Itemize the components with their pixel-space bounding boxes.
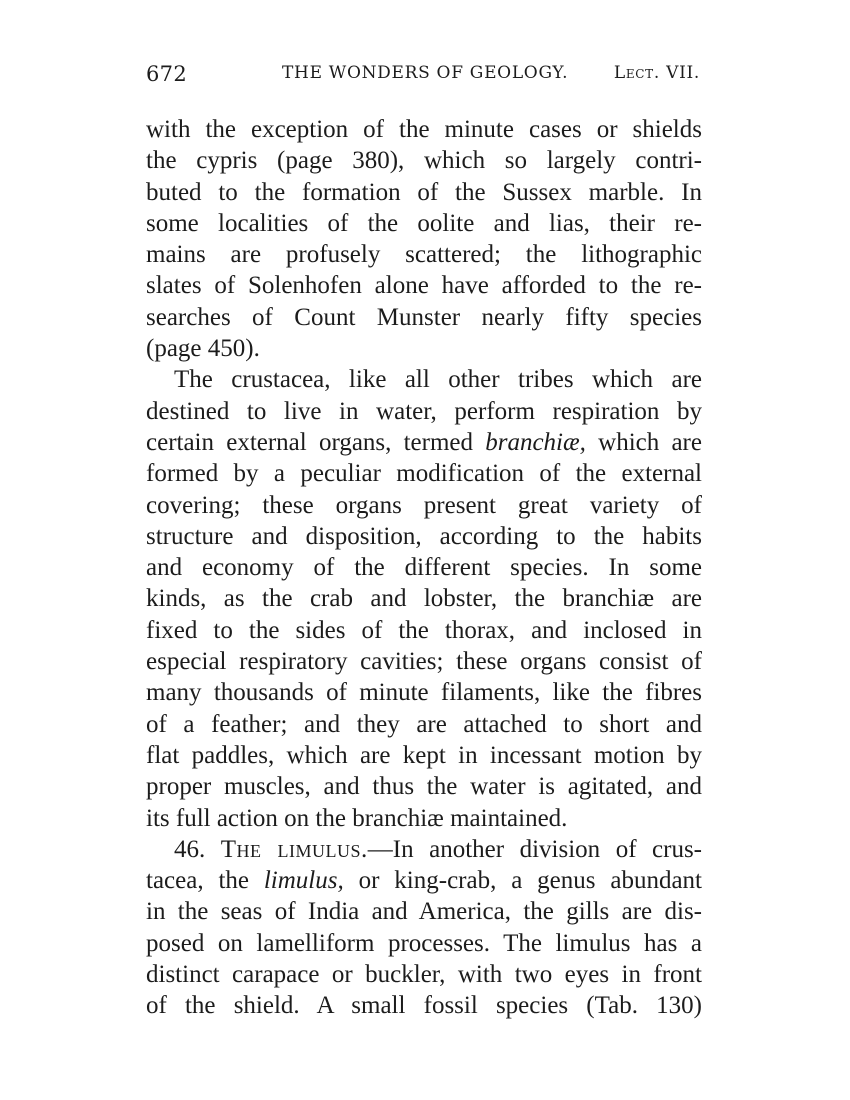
text-line: posed on lamelliform processes. The limulus has a	[146, 929, 702, 957]
text-line: its full action on the branchiæ maintained.	[146, 804, 568, 832]
text-line: of the shield. A small fossil species (Tab. 130)	[146, 992, 702, 1020]
text-line: searches of Count Munster nearly fifty species	[146, 303, 702, 331]
text-line: destined to live in water, perform respiration by	[146, 397, 702, 425]
text-run: which are	[585, 428, 702, 456]
text-line: the cypris (page 380), which so largely contri-	[146, 147, 702, 175]
text-line	[146, 834, 702, 865]
text-line: with the exception of the minute cases or shields	[146, 116, 702, 143]
text-line: slates of Solenhofen alone have afforded to the re-	[146, 272, 702, 300]
body-text	[146, 114, 702, 1022]
text-line: kinds, as the crab and lobster, the branchiæ are	[146, 585, 702, 613]
text-run: or king-crab, a genus abundant	[343, 867, 702, 895]
running-title: THE WONDERS OF GEOLOGY.	[282, 63, 569, 83]
page-number: 672	[146, 62, 187, 86]
text-line: fixed to the sides of the thorax, and inclosed in	[146, 616, 702, 644]
text-run: 46.	[174, 835, 221, 863]
lecture-number: Lect. VII.	[613, 63, 700, 83]
text-line: (page 450).	[146, 335, 260, 363]
text-run: certain external organs, termed	[146, 428, 486, 456]
text-run: —In another division of crus-	[367, 835, 702, 863]
text-line: in the seas of India and America, the gills are dis-	[146, 898, 702, 926]
text-line: formed by a peculiar modification of the external	[146, 460, 702, 488]
text-line: structure and disposition, according to the habits	[146, 522, 702, 550]
text-line: flat paddles, which are kept in incessant motion by	[146, 741, 702, 769]
text-line: some localities of the oolite and lias, their re-	[146, 209, 702, 237]
section-heading: The limulus.	[220, 835, 368, 863]
text-run: tacea, the	[146, 867, 264, 895]
text-line	[146, 427, 702, 458]
text-line: covering; these organs present great variety of	[146, 491, 702, 519]
text-line: many thousands of minute filaments, like the fibres	[146, 679, 702, 707]
text-line: especial respiratory cavities; these organs consist of	[146, 648, 702, 676]
text-line: The crustacea, like all other tribes which are	[174, 366, 702, 394]
italic-term: limulus,	[263, 867, 344, 895]
text-line: distinct carapace or buckler, with two eyes in front	[146, 961, 702, 989]
text-line: mains are profusely scattered; the lithographic	[146, 241, 702, 269]
italic-term: branchiæ,	[485, 428, 586, 456]
text-line: of a feather; and they are attached to short and	[146, 710, 702, 738]
running-header	[146, 62, 700, 92]
text-line: and economy of the different species. In some	[146, 554, 702, 582]
text-line: proper muscles, and thus the water is agitated, and	[146, 773, 702, 801]
text-line	[146, 865, 702, 896]
text-line: buted to the formation of the Sussex marble. In	[146, 178, 702, 206]
